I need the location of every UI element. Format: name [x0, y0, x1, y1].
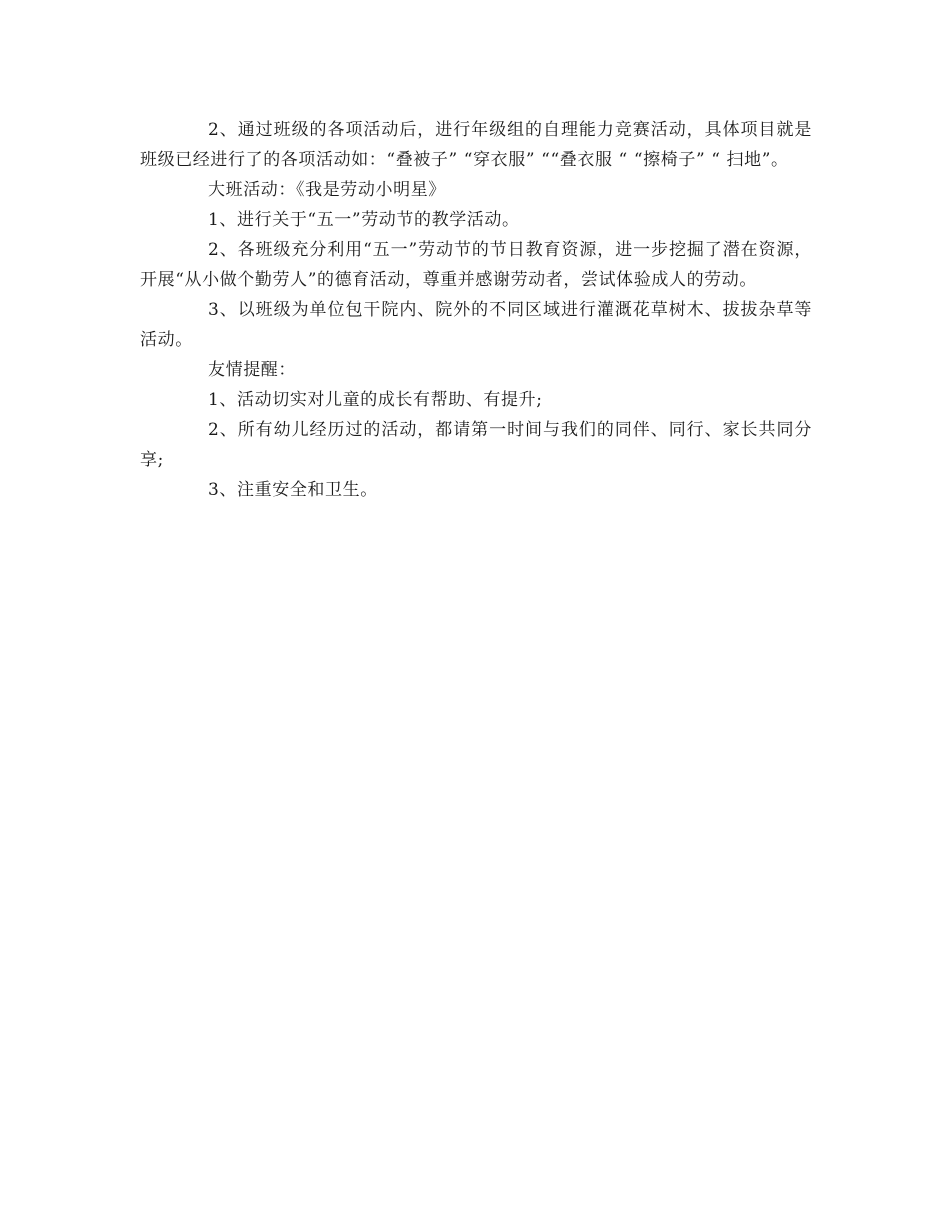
- paragraph-item-1: 1、进行关于“五一”劳动节的教学活动。: [208, 210, 520, 230]
- heading-reminder: 友情提醒：: [208, 360, 296, 380]
- reminder-item-2: 2、所有幼儿经历过的活动，都请第一时间与我们的同伴、同行、家长共同分享;: [140, 420, 812, 470]
- paragraph-item-2: 2、各班级充分利用“五一”劳动节的节日教育资源，进一步挖掘了潜在资源，开展“从小做个勤劳人”的德育活动，尊重并感谢劳动者，尝试体验成人的劳动。: [140, 240, 812, 290]
- heading-senior-class-activity: 大班活动：《我是劳动小明星》: [208, 180, 446, 200]
- paragraph-item-3: 3、以班级为单位包干院内、院外的不同区域进行灌溉花草树木、拔拔杂草等活动。: [140, 300, 812, 350]
- document-body: [140, 115, 812, 505]
- reminder-item-3: 3、注重安全和卫生。: [208, 480, 378, 500]
- paragraph-competition: 2、通过班级的各项活动后，进行年级组的自理能力竞赛活动，具体项目就是班级已经进行了的各项活动如：“叠被子” “穿衣服” ““叠衣服 “ “擦椅子” “ 扫地”。: [140, 120, 812, 170]
- reminder-item-1: 1、活动切实对儿童的成长有帮助、有提升;: [208, 390, 543, 410]
